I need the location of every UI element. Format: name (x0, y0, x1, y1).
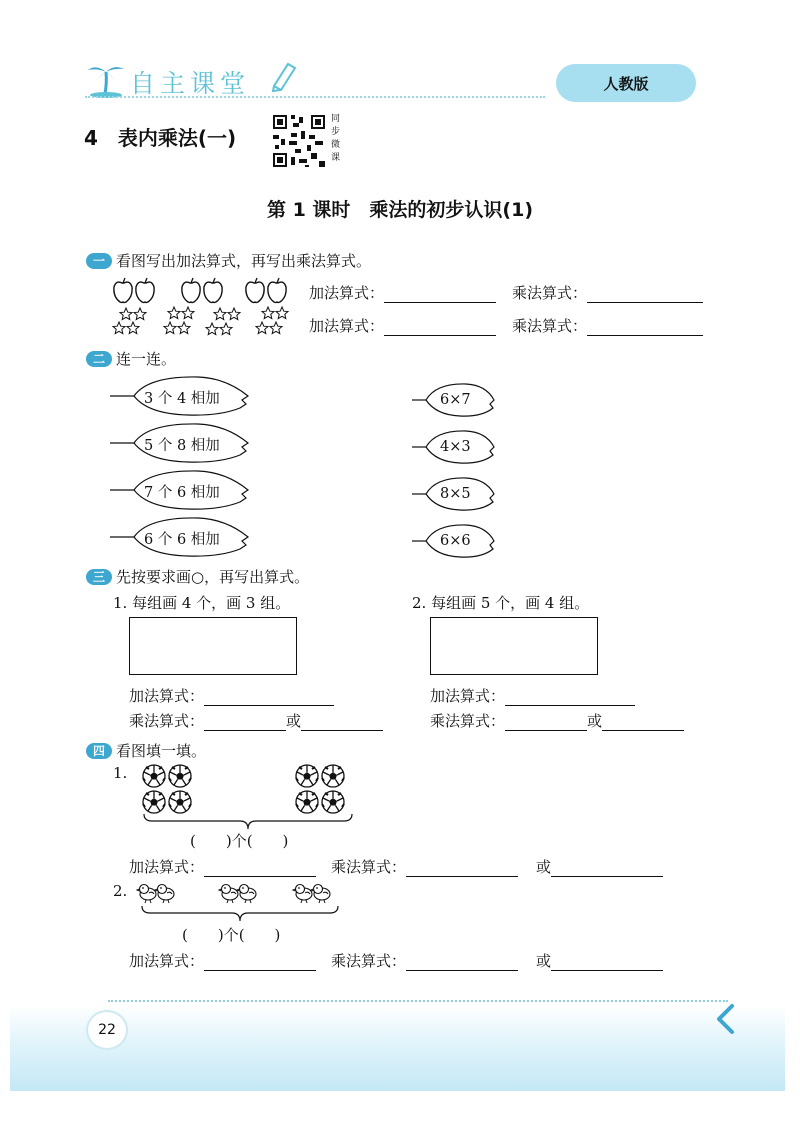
item-2-number: 2. (113, 882, 128, 900)
grouping-brace-2 (140, 904, 340, 924)
answer-blank[interactable] (204, 714, 286, 731)
drawing-box-1[interactable] (129, 617, 297, 675)
header-title: 自主课堂 (130, 69, 251, 98)
answer-blank[interactable] (384, 286, 496, 303)
item-2-blank[interactable]: ( )个( ) (182, 926, 281, 944)
section-badge: 四 (86, 743, 112, 759)
item-1-blank[interactable]: ( )个( ) (190, 832, 289, 850)
header-divider (85, 96, 545, 98)
leaf-left-3[interactable]: 7 个 6 相加 (144, 485, 220, 501)
drawing-box-2[interactable] (430, 617, 598, 675)
answer-blank[interactable] (384, 319, 496, 336)
item-2-or: 或 (536, 950, 663, 971)
leaf-right-1[interactable]: 6×7 (440, 392, 471, 408)
answer-blank[interactable] (301, 714, 383, 731)
task-2-add: 加法算式： (430, 685, 635, 706)
section-4-heading (86, 740, 206, 761)
item-1-or: 或 (536, 856, 663, 877)
task-2-mul: 乘法算式： 或 (430, 710, 684, 731)
leaf-right-2[interactable]: 4×3 (440, 439, 471, 455)
footer-band (10, 1005, 785, 1091)
mul-formula-row-1: 乘法算式： (512, 282, 703, 303)
section-instruction: 连一连。 (116, 350, 177, 368)
leaf-right-4[interactable]: 6×6 (440, 533, 471, 549)
grouping-brace-1 (142, 812, 354, 832)
leaf-right-3[interactable]: 8×5 (440, 486, 471, 502)
section-instruction: 看图填一填。 (116, 742, 207, 760)
leaf-left-4[interactable]: 6 个 6 相加 (144, 532, 220, 548)
answer-blank[interactable] (204, 689, 334, 706)
answer-blank[interactable] (406, 954, 518, 971)
soccer-balls-picture (140, 762, 352, 818)
section-instruction: 看图写出加法算式，再写出乘法算式。 (116, 252, 372, 270)
task-1-mul: 乘法算式： 或 (129, 710, 383, 731)
answer-blank[interactable] (587, 286, 703, 303)
leaf-left-2[interactable]: 5 个 8 相加 (144, 438, 220, 454)
answer-blank[interactable] (602, 714, 684, 731)
section-2-heading (86, 348, 176, 369)
chicks-picture (134, 882, 344, 904)
item-1-add: 加法算式： (129, 856, 316, 877)
item-1-number: 1. (113, 764, 128, 782)
lesson-title: 第 1 课时 乘法的初步认识(1) (266, 199, 534, 221)
mul-formula-row-2: 乘法算式： (512, 315, 703, 336)
add-formula-row-2: 加法算式： (309, 315, 496, 336)
section-badge: 一 (86, 253, 112, 269)
answer-blank[interactable] (587, 319, 703, 336)
edition-badge: 人教版 (556, 64, 696, 102)
section-1-heading (86, 250, 371, 271)
footer-divider (108, 1000, 728, 1002)
section-3-heading (86, 566, 309, 587)
qr-caption: 同 步 微 课 (331, 114, 341, 163)
pencil-icon (268, 60, 298, 92)
answer-blank[interactable] (204, 954, 316, 971)
answer-blank[interactable] (551, 954, 663, 971)
section-instruction: 先按要求画○，再写出算式。 (116, 568, 310, 586)
item-2-add: 加法算式： (129, 950, 316, 971)
chapter-title: 4 表内乘法(一) (84, 126, 237, 150)
section-badge: 二 (86, 351, 112, 367)
chevron-left-icon (712, 1003, 738, 1035)
answer-blank[interactable] (204, 860, 316, 877)
task-2-prompt: 2. 每组画 5 个，画 4 组。 (412, 594, 590, 612)
page-number: 22 (86, 1010, 128, 1050)
answer-blank[interactable] (406, 860, 518, 877)
answer-blank[interactable] (505, 689, 635, 706)
answer-blank[interactable] (505, 714, 587, 731)
item-2-mul: 乘法算式： (331, 950, 518, 971)
task-1-add: 加法算式： (129, 685, 334, 706)
stars-picture (110, 306, 300, 340)
item-1-mul: 乘法算式： (331, 856, 518, 877)
apples-picture (112, 276, 292, 304)
qr-code-icon (271, 113, 327, 169)
add-formula-row-1: 加法算式： (309, 282, 496, 303)
palm-tree-icon (86, 62, 126, 98)
answer-blank[interactable] (551, 860, 663, 877)
task-1-prompt: 1. 每组画 4 个，画 3 组。 (113, 594, 291, 612)
section-badge: 三 (86, 569, 112, 585)
leaf-left-1[interactable]: 3 个 4 相加 (144, 391, 220, 407)
